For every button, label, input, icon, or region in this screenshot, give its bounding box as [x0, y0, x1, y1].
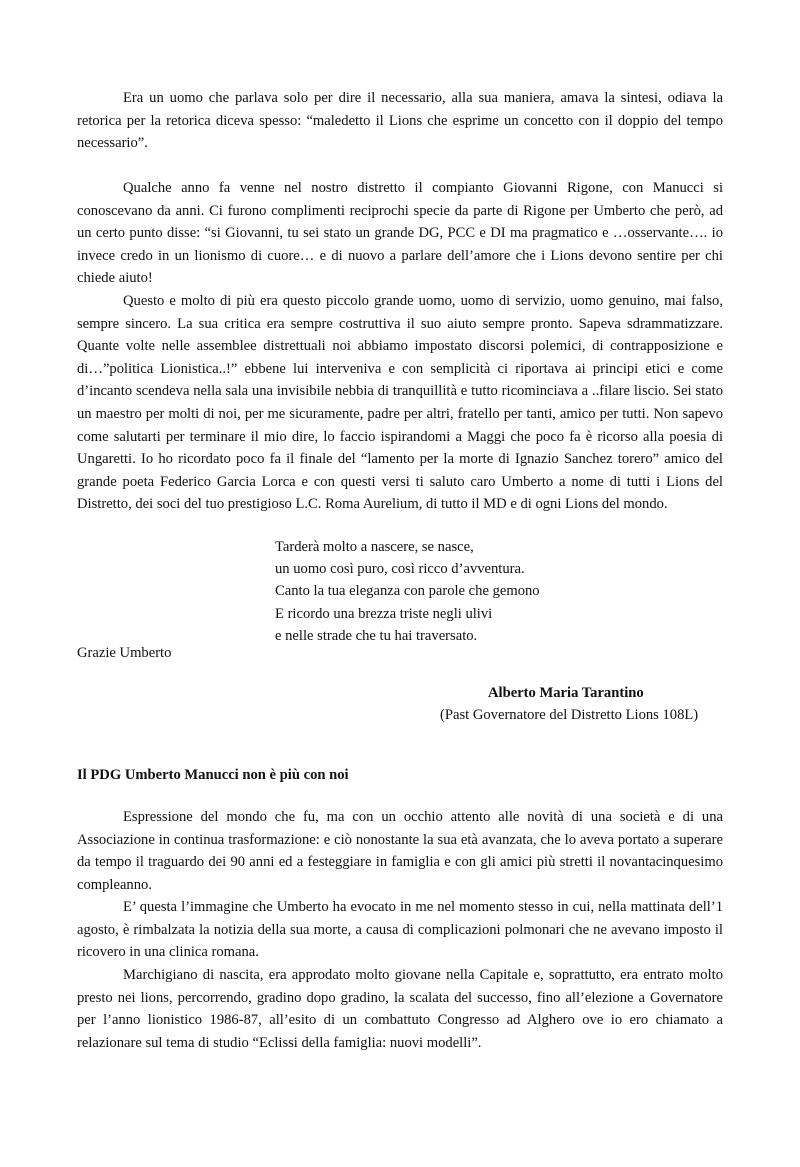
paragraph-5	[77, 896, 723, 964]
signature-name: Alberto Maria Tarantino	[488, 685, 644, 701]
paragraph-6-text: Marchigiano di nascita, era approdato molto giovane nella Capitale e, soprattutto, era entrato molto presto nei lions, percorrendo, gradino dopo gradino, la scalata del successo, fino all’elezione a Governatore per l’anno lionistico 1986-87, all’esito di un combattuto Congresso ad Alghero ove io ero chiamato a relazionare sul tema di studio “Eclissi della famiglia: nuovi modelli”.	[77, 967, 723, 1051]
poem-stanza	[275, 536, 540, 647]
paragraph-6	[77, 964, 723, 1054]
paragraph-1	[77, 87, 723, 155]
poem-line: Tarderà molto a nascere, se nasce,	[275, 539, 474, 555]
signature-role: (Past Governatore del Distretto Lions 108L)	[440, 707, 699, 723]
poem-line: E ricordo una brezza triste negli ulivi	[275, 605, 493, 622]
paragraph-3	[77, 290, 723, 516]
paragraph-4-text: Espressione del mondo che fu, ma con un occhio attento alle novità di una società e di una Associazione in continua trasformazione: e ciò nonostante la sua età avanzata, che lo aveva portato a superare da tempo il traguardo dei 90 anni ed a festeggiare in famiglia e con gli amici più stretti il novantacinquesimo compleanno.	[77, 809, 723, 893]
closing-line: Grazie Umberto	[77, 645, 172, 661]
poem-line: un uomo così puro, così ricco d’avventura.	[275, 561, 525, 578]
paragraph-2	[77, 177, 723, 290]
paragraph-4	[77, 806, 723, 896]
article-heading: Il PDG Umberto Manucci non è più con noi	[77, 767, 349, 783]
paragraph-1-text: Era un uomo che parlava solo per dire il necessario, alla sua maniera, amava la sintesi, odiava la retorica per la retorica diceva spesso: “maledetto il Lions che esprime un concetto con il doppio del tempo necessario”.	[77, 90, 723, 152]
paragraph-5-text: E’ questa l’immagine che Umberto ha evocato in me nel momento stesso in cui, nella mattinata dell’1 agosto, è rimbalzata la notizia della sua morte, a causa di complicazioni polmonari che ne avevano imposto il ricovero in una clinica romana.	[77, 899, 723, 961]
poem-line: Canto la tua eleganza con parole che gemono	[275, 583, 540, 600]
paragraph-2-text: Qualche anno fa venne nel nostro distretto il compianto Giovanni Rigone, con Manucci si conoscevano da anni. Ci furono complimenti reciprochi specie da parte di Rigone per Umberto che però, ad un certo punto disse: “si Giovanni, tu sei stato un grande DG, PCC e DI ma pragmatico e …osservante…. io invece credo in un lionismo di cuore… e di nuovo a parlare dell’amore che i Lions devono sentire per chi chiede aiuto!	[77, 180, 723, 287]
poem-line: e nelle strade che tu hai traversato.	[275, 627, 478, 644]
paragraph-3-text: Questo e molto di più era questo piccolo grande uomo, uomo di servizio, uomo genuino, mai falso, sempre sincero. La sua critica era sempre costruttiva il suo aiuto sempre pronto. Sapeva sdrammatizzare. Quante volte nelle assemblee distrettuali noi abbiamo impostato discorsi polemici, di contrapposizione e di…”politica Lionistica..!” ebbene lui interveniva e con semplicità ci riportava ai principi etici e come d’incanto scendeva nella sala una invisibile nebbia di tranquillità e tutto ricominciava a ..filare liscio. Sei stato un maestro per molti di noi, per me sicuramente, padre per altri, fratello per tanti, amico per tutti. Non sapevo come salutarti per terminare il mio dire, lo faccio ispirandomi a Maggi che poco fa è ricorso alla poesia di Ungaretti. Io ho ricordato poco fa il finale del “lamento per la morte di Ignazio Sanchez torero” amico del grande poeta Federico Garcia Lorca e con questi versi ti saluto caro Umberto a nome di tutti i Lions del Distretto, dei soci del tuo prestigioso L.C. Roma Aurelium, di tutto il MD e di ogni Lions del mondo.	[77, 293, 723, 513]
